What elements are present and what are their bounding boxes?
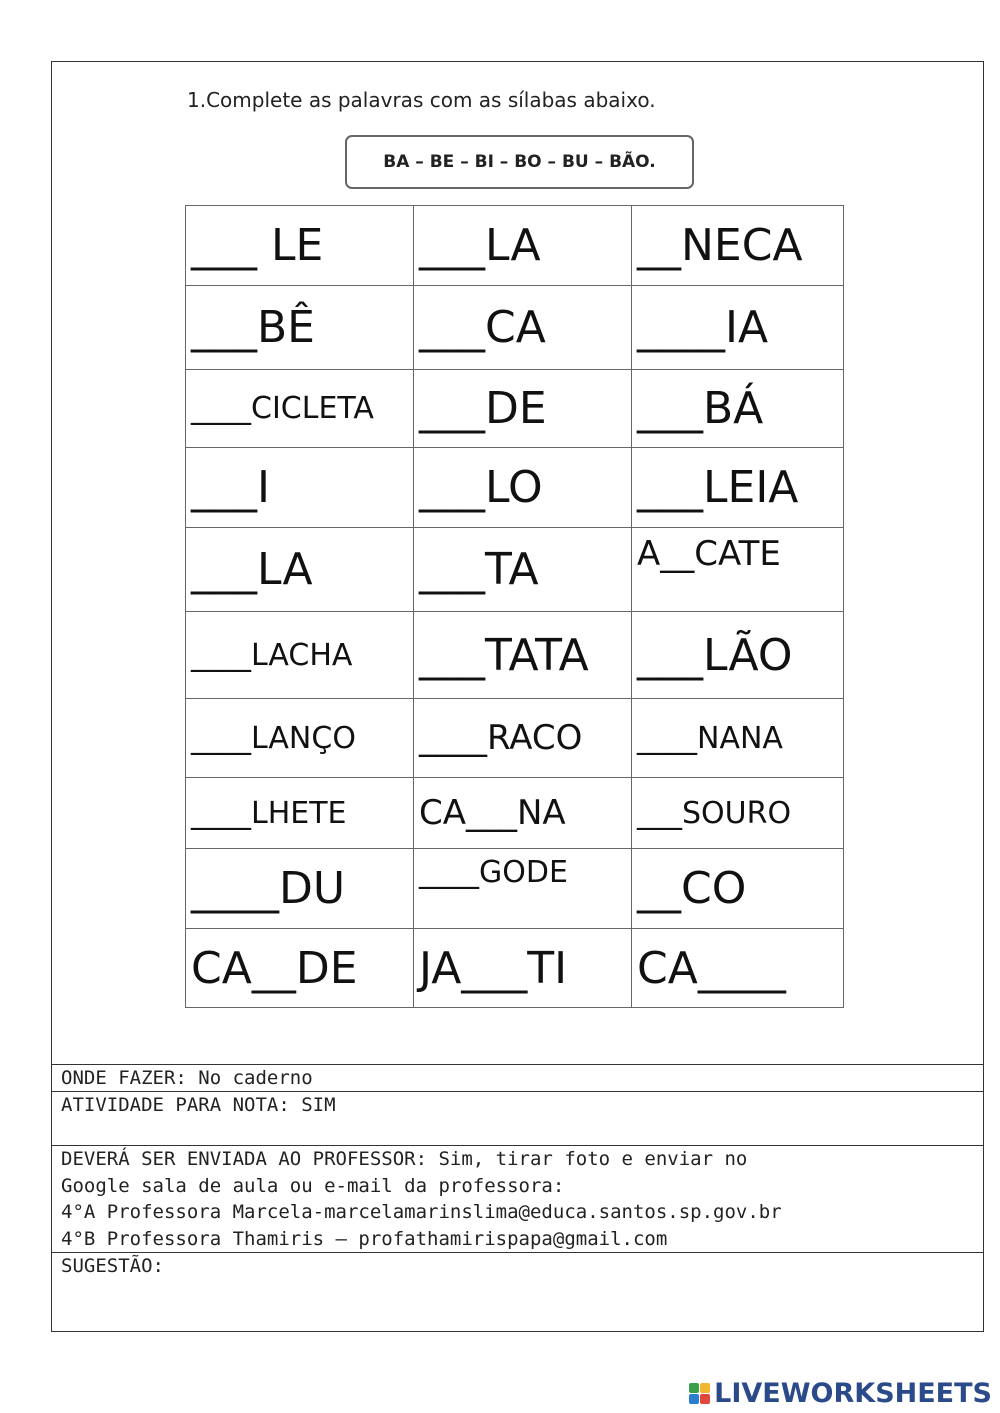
atividade-nota-text: ATIVIDADE PARA NOTA: SIM	[61, 1094, 336, 1116]
word-cell[interactable]: ___DE	[414, 370, 632, 448]
word-cell[interactable]: ___I	[186, 448, 414, 528]
table-row	[186, 286, 844, 370]
word-cell[interactable]: ___SOURO	[632, 778, 844, 849]
word-cell[interactable]: __CO	[632, 849, 844, 929]
enviar-line: 4°A Professora Marcela-marcelamarinslima@educa.santos.sp.gov.br	[61, 1201, 782, 1223]
info-atividade-nota	[51, 1091, 984, 1145]
enviar-line: DEVERÁ SER ENVIADA AO PROFESSOR: Sim, tirar foto e enviar no	[61, 1148, 748, 1170]
liveworksheets-logo[interactable]	[689, 1378, 992, 1409]
word-cell[interactable]: ___TA	[414, 528, 632, 612]
word-cell[interactable]: ___BÁ	[632, 370, 844, 448]
word-cell[interactable]: ___TATA	[414, 612, 632, 699]
logo-square	[700, 1394, 710, 1404]
word-cell[interactable]: ____DU	[186, 849, 414, 929]
word-cell[interactable]: ____LHETE	[186, 778, 414, 849]
word-cell[interactable]: ___LA	[186, 528, 414, 612]
table-row	[186, 206, 844, 286]
info-onde-fazer	[51, 1064, 984, 1091]
table-row	[186, 370, 844, 448]
onde-fazer-text: ONDE FAZER: No caderno	[61, 1067, 313, 1089]
word-cell[interactable]: ___BÊ	[186, 286, 414, 370]
table-row	[186, 849, 844, 929]
info-sugestao	[51, 1252, 984, 1332]
word-cell[interactable]: ____CICLETA	[186, 370, 414, 448]
word-cell[interactable]: ___ LE	[186, 206, 414, 286]
word-cell[interactable]: JA___TI	[414, 929, 632, 1008]
word-cell[interactable]: ___LÃO	[632, 612, 844, 699]
word-cell[interactable]: ____RACO	[414, 699, 632, 778]
table-row	[186, 612, 844, 699]
table-row	[186, 448, 844, 528]
word-cell[interactable]: ____LACHA	[186, 612, 414, 699]
word-cell[interactable]: ___LA	[414, 206, 632, 286]
word-cell[interactable]: CA____	[632, 929, 844, 1008]
word-grid	[185, 205, 844, 1008]
syllable-box: BA – BE – BI – BO – BU – BÃO.	[345, 135, 694, 189]
logo-icon	[689, 1383, 710, 1404]
word-cell[interactable]: ____GODE	[414, 849, 632, 929]
word-cell[interactable]: ___CA	[414, 286, 632, 370]
word-cell[interactable]: A__CATE	[632, 528, 844, 612]
word-cell[interactable]: ___LO	[414, 448, 632, 528]
enviar-line: 4°B Professora Thamiris – profathamirispapa@gmail.com	[61, 1227, 668, 1250]
instruction-text: 1.Complete as palavras com as sílabas abaixo.	[187, 88, 656, 112]
enviar-line: Google sala de aula ou e-mail da professora:	[61, 1174, 565, 1197]
logo-square	[689, 1394, 699, 1404]
word-cell[interactable]: CA___NA	[414, 778, 632, 849]
logo-square	[689, 1383, 699, 1393]
table-row	[186, 778, 844, 849]
word-cell[interactable]: CA__DE	[186, 929, 414, 1008]
table-row	[186, 929, 844, 1008]
table-row	[186, 528, 844, 612]
word-cell[interactable]: __NECA	[632, 206, 844, 286]
word-cell[interactable]: ___LEIA	[632, 448, 844, 528]
word-cell[interactable]: ____LANÇO	[186, 699, 414, 778]
word-cell[interactable]: ____NANA	[632, 699, 844, 778]
sugestao-text: SUGESTÃO:	[61, 1255, 164, 1277]
logo-text: LIVEWORKSHEETS	[714, 1378, 992, 1409]
word-cell[interactable]: ____IA	[632, 286, 844, 370]
info-enviar	[51, 1145, 984, 1252]
logo-square	[700, 1383, 710, 1393]
table-row	[186, 699, 844, 778]
